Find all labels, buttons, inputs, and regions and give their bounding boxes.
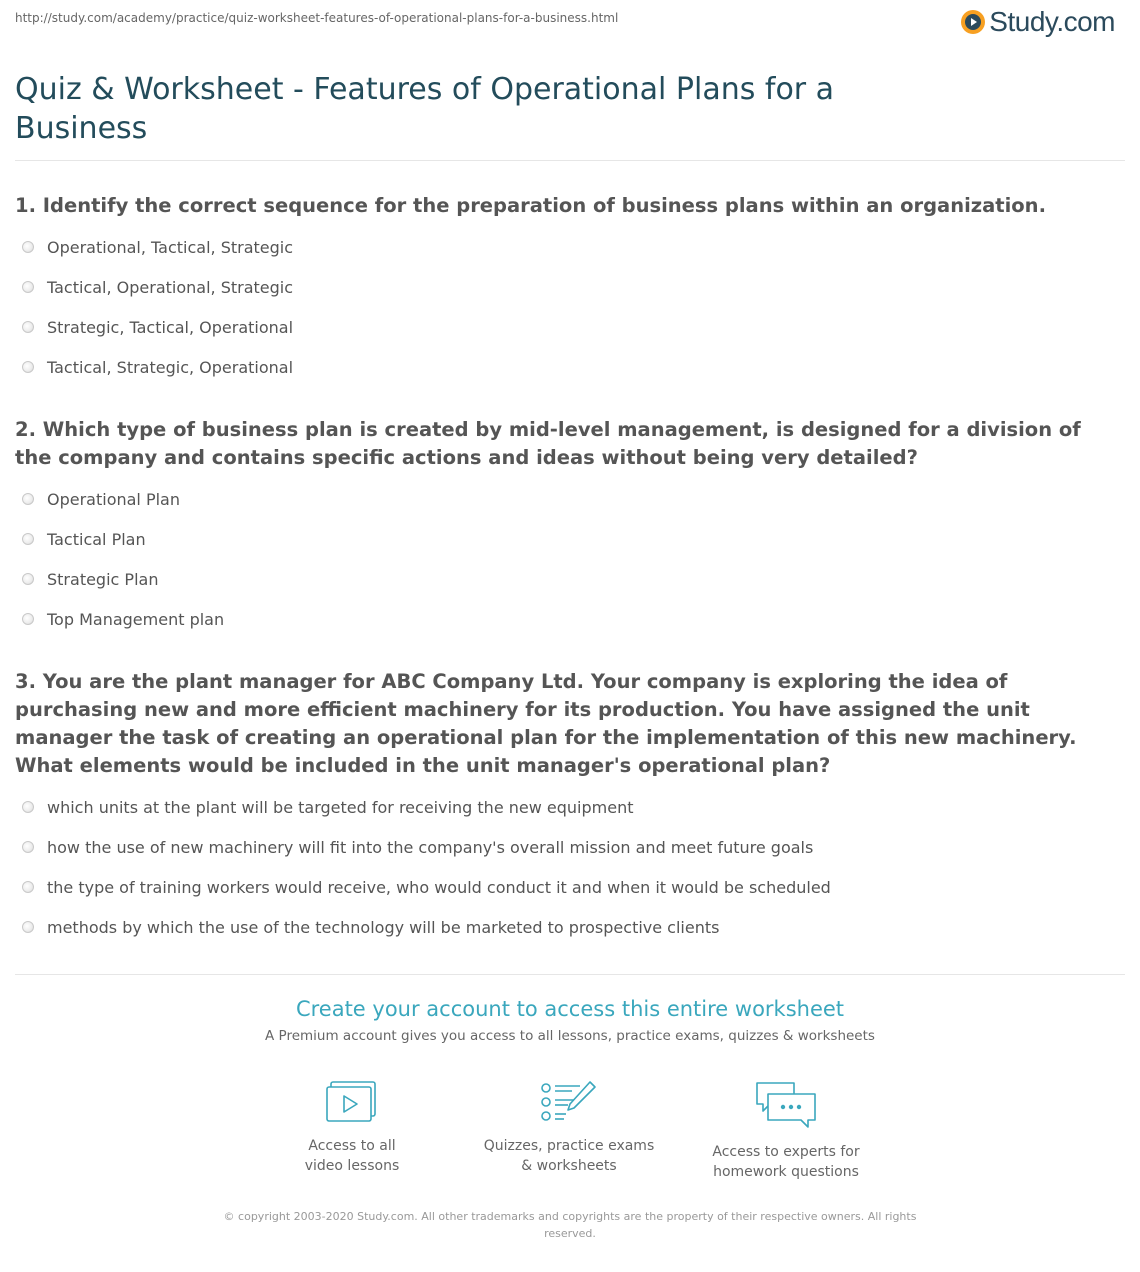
answer-label: Strategic, Tactical, Operational [47,317,294,337]
radio-button-icon[interactable] [22,613,34,625]
radio-button-icon[interactable] [22,573,34,585]
answer-option[interactable] [22,275,293,299]
question-2: 2. Which type of business plan is created by mid-level management, is designed for a division of the company and contains specific actions and ideas without being very detailed? [15,418,1081,469]
answer-option[interactable] [22,835,813,859]
feature-experts [686,1080,886,1182]
radio-button-icon[interactable] [22,493,34,505]
radio-button-icon[interactable] [22,921,34,933]
expert-chat-icon [754,1080,818,1130]
logo-text: Study.com [989,6,1115,37]
radio-button-icon[interactable] [22,881,34,893]
answer-label: Tactical, Operational, Strategic [47,277,294,297]
answer-option[interactable] [22,795,633,819]
feature-label: Access to all video lessons [304,1138,400,1174]
title-divider [15,160,1125,161]
copyright-notice: © copyright 2003-2020 Study.com. All other trademarks and copyrights are the property of their respective owners. All rights reserved. [223,1210,917,1240]
question-1: 1. Identify the correct sequence for the preparation of business plans within an organization. [15,194,1046,217]
page-title: Quiz & Worksheet - Features of Operational Plans for a Business [15,72,835,146]
radio-button-icon[interactable] [22,533,34,545]
answer-label: Tactical Plan [47,529,146,549]
radio-button-icon[interactable] [22,841,34,853]
feature-quizzes [469,1080,669,1176]
question-3: 3. You are the plant manager for ABC Company Ltd. Your company is exploring the idea of purchasing new and more efficient machinery for its production. You have assigned the unit manager the task of creating an operational plan for the implementation of this new machinery. What elements would be included in the unit manager's operational plan? [15,670,1077,777]
video-lessons-icon [326,1080,378,1124]
radio-button-icon[interactable] [22,321,34,333]
answer-option[interactable] [22,235,293,259]
answer-option[interactable] [22,915,719,939]
radio-button-icon[interactable] [22,241,34,253]
answer-option[interactable] [22,487,180,511]
content-divider [15,974,1125,975]
feature-label: Quizzes, practice exams & worksheets [483,1138,655,1174]
play-logo-icon [961,10,985,34]
answer-label: the type of training workers would receive, who would conduct it and when it would be scheduled [47,877,831,897]
answer-label: Operational, Tactical, Strategic [47,237,294,257]
radio-button-icon[interactable] [22,801,34,813]
top-bar [15,0,1125,46]
feature-label: Access to experts for homework questions [712,1144,860,1180]
answer-label: Strategic Plan [47,569,159,589]
radio-button-icon[interactable] [22,361,34,373]
answer-label: Top Management plan [47,609,225,629]
answer-option[interactable] [22,875,831,899]
answer-option[interactable] [22,567,158,591]
answer-label: Tactical, Strategic, Operational [47,357,294,377]
answer-label: Operational Plan [47,489,180,509]
answer-label: which units at the plant will be targeted for receiving the new equipment [47,797,634,817]
answer-label: how the use of new machinery will fit into the company's overall mission and meet future goals [47,837,814,857]
answer-option[interactable] [22,527,146,551]
feature-video-lessons [252,1080,452,1176]
answer-option[interactable] [22,315,293,339]
radio-button-icon[interactable] [22,281,34,293]
study-logo[interactable] [961,6,1115,38]
answer-option[interactable] [22,355,293,379]
premium-description: A Premium account gives you access to all lessons, practice exams, quizzes & worksheets [265,1028,875,1044]
create-account-link[interactable]: Create your account to access this entire worksheet [295,997,845,1021]
answer-option[interactable] [22,607,224,631]
page-url: http://study.com/academy/practice/quiz-worksheet-features-of-operational-plans-for-a-business.html [15,11,619,25]
quiz-checklist-icon [540,1080,598,1124]
answer-label: methods by which the use of the technology will be marketed to prospective clients [47,917,720,937]
